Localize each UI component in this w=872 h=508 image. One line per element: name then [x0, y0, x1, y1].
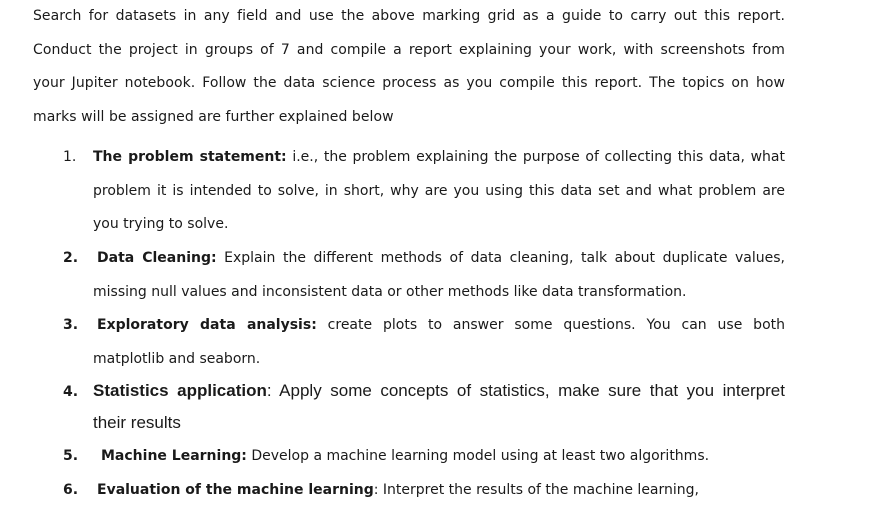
list-item-label: Evaluation of the machine learning	[97, 482, 374, 498]
list-item-line: missing null values and inconsistent data or other methods like data transformation.	[93, 283, 687, 300]
list-item-line	[97, 242, 785, 276]
list-item-line: you trying to solve.	[93, 216, 229, 232]
list-item-number: 1.	[63, 149, 77, 165]
list-item-line	[101, 440, 785, 474]
list-item-text: Develop a machine learning model using at least two algorithms.	[246, 448, 710, 464]
list-item-body-continued	[93, 276, 785, 310]
intro-line: marks will be assigned are further explained below	[33, 108, 394, 125]
intro-line: Conduct the project in groups of 7 and compile a report explaining your work, with screenshots from	[33, 41, 785, 58]
list-item-body-continued	[93, 343, 785, 377]
list-item-line	[93, 375, 785, 407]
list-item-number: 4.	[63, 384, 79, 400]
list-item-text: create plots to answer some questions. You can use both	[316, 317, 785, 333]
list-item-label: The problem statement:	[93, 149, 287, 165]
list-item-label: Machine Learning:	[101, 448, 247, 464]
list-item-number: 5.	[63, 448, 79, 464]
list-item-line: their results	[93, 413, 181, 432]
list-item-body	[97, 309, 785, 343]
list-item-text: Explain the different methods of data cleaning, talk about duplicate values,	[216, 250, 785, 266]
intro-paragraph	[33, 0, 785, 134]
list-item-label: Statistics application	[93, 381, 267, 400]
list-item-body	[97, 242, 785, 276]
list-item-text: : Apply some concepts of statistics, make sure that you interpret	[266, 381, 785, 400]
list-item-body	[101, 440, 785, 474]
list-item-body	[93, 141, 785, 242]
list-item-label: Data Cleaning:	[97, 250, 217, 266]
list-item-body	[93, 375, 785, 439]
list-item-line	[97, 309, 785, 343]
list-item-line	[97, 474, 785, 508]
list-item-number: 2.	[63, 250, 79, 266]
intro-line: Search for datasets in any field and use the above marking grid as a guide to carry out this report.	[33, 8, 785, 24]
list-item-line: problem it is intended to solve, in short, why are you using this data set and what problem are	[93, 182, 785, 199]
list-item-text: i.e., the problem explaining the purpose of collecting this data, what	[286, 149, 785, 165]
list-item-label: Exploratory data analysis:	[97, 317, 317, 333]
list-item-text: : Interpret the results of the machine learning,	[373, 482, 699, 498]
list-item-line	[93, 141, 785, 175]
intro-line: your Jupiter notebook. Follow the data science process as you compile this report. The topics on how	[33, 75, 785, 91]
list-item-body	[97, 474, 785, 508]
list-item-number: 3.	[63, 317, 79, 333]
list-item-number: 6.	[63, 482, 79, 498]
list-item-line: matplotlib and seaborn.	[93, 350, 261, 367]
